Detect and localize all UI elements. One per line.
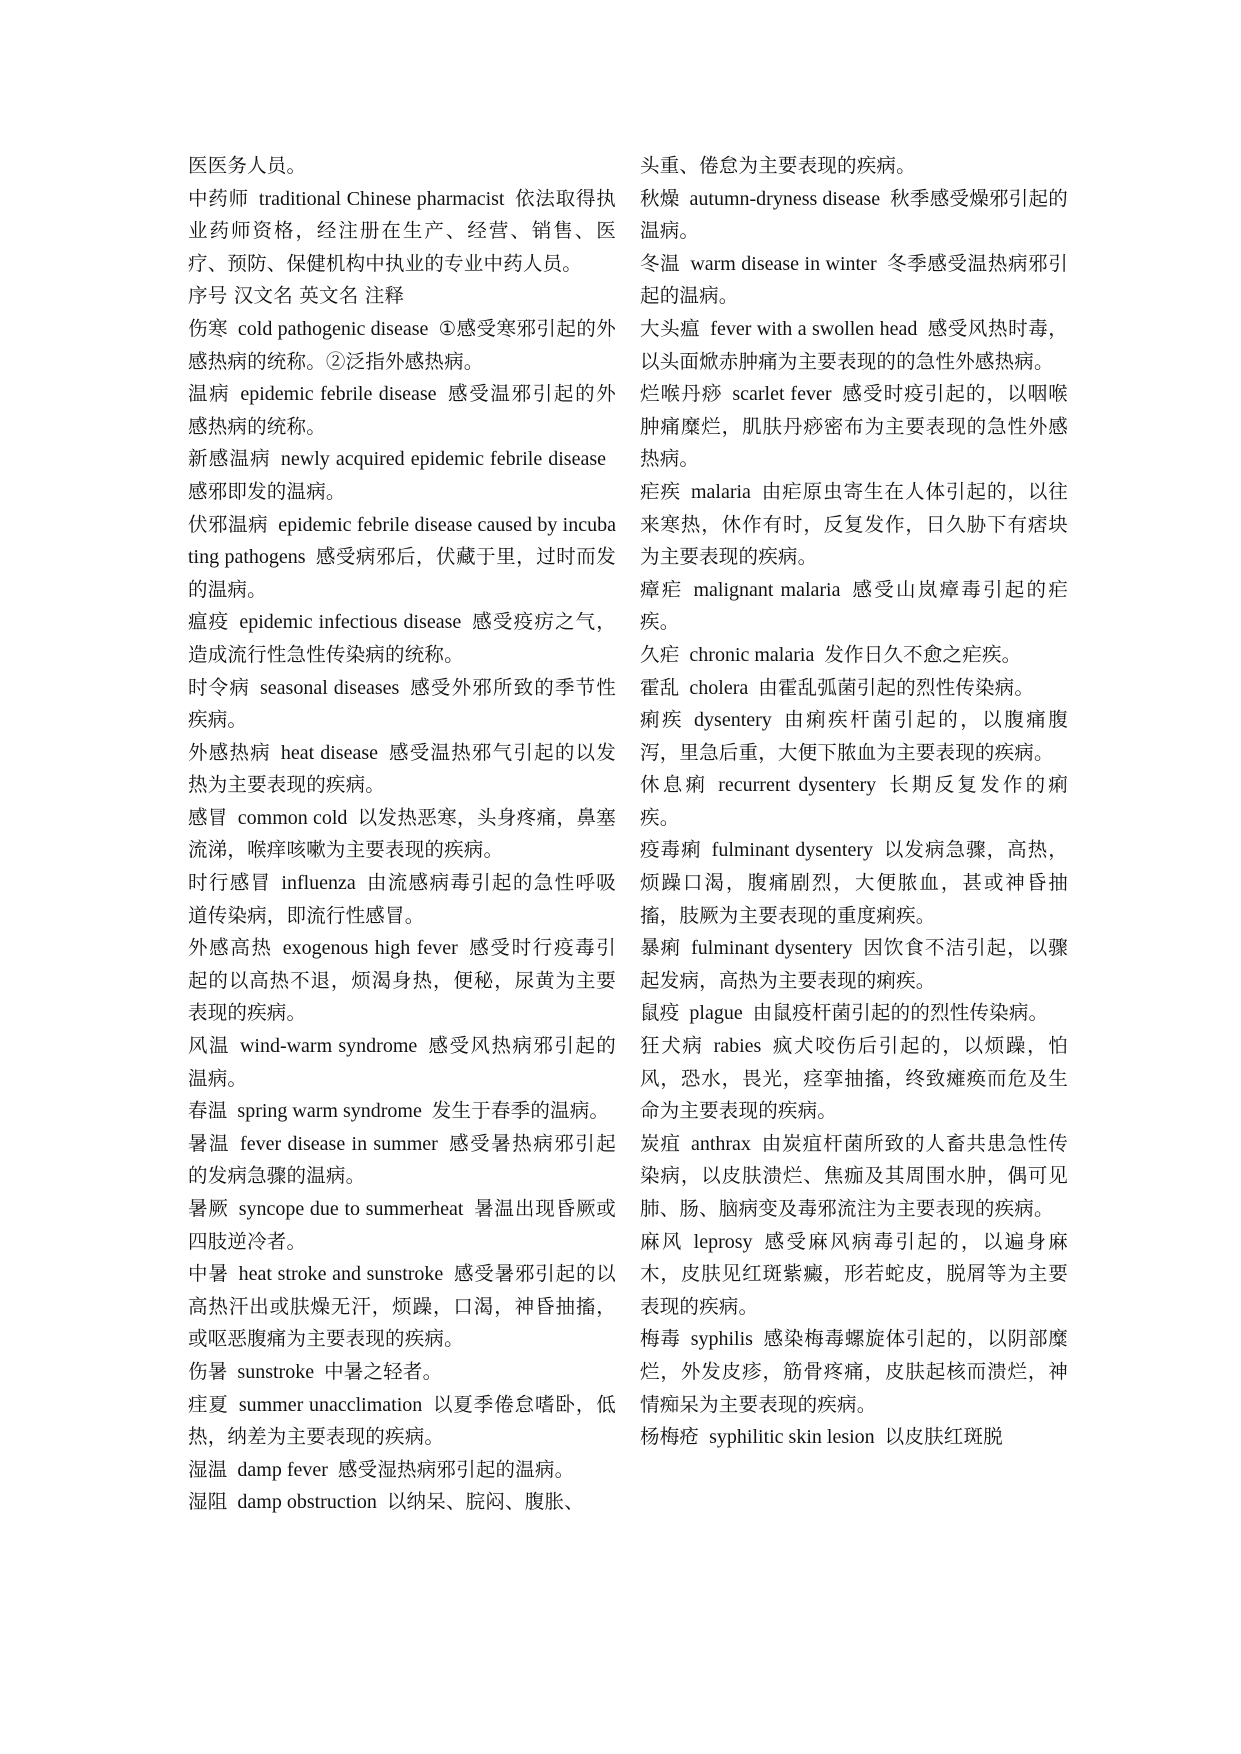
entry-text: 医医务人员。 <box>188 154 307 177</box>
entry-term: 外感高热 <box>188 936 273 960</box>
entry-term: 湿温 <box>188 1457 228 1481</box>
glossary-entry <box>188 443 616 508</box>
entry-term: 温病 <box>188 382 231 406</box>
glossary-entry <box>640 834 1068 932</box>
glossary-entry <box>188 672 616 737</box>
entry-english: dysentery <box>694 709 772 732</box>
glossary-entry <box>188 1128 616 1193</box>
entry-definition: 长期反复发作的痢疾。 <box>640 773 1068 829</box>
entry-definition: 感受山岚瘴毒引起的疟疾。 <box>640 577 1068 634</box>
entry-term: 风温 <box>188 1034 230 1058</box>
entry-definition: 感受暑邪引起的以高热汗出或肤燥无汗，烦躁，口渴，神昏抽搐，或呕恶腹痛为主要表现的疾病。 <box>188 1262 616 1351</box>
entry-english: heat stroke and sunstroke <box>238 1263 444 1286</box>
entry-english: syphilis <box>690 1328 753 1351</box>
entry-definition: 暑温出现昏厥或四肢逆冷者。 <box>188 1197 617 1253</box>
entry-definition: 依法取得执业药师资格，经注册在生产、经营、销售、医疗、预防、保健机构中执业的专业中药人员。 <box>188 186 616 275</box>
glossary-entry <box>188 1356 616 1389</box>
entry-definition: 感受温邪引起的外感热病的统称。 <box>188 382 616 438</box>
glossary-entry <box>188 150 616 183</box>
entry-definition: 疯犬咬伤后引起的，以烦躁，怕风，恐水，畏光，痉挛抽搐，终致瘫痪而危及生命为主要表现的疾病。 <box>640 1034 1068 1123</box>
glossary-entry <box>640 183 1068 248</box>
entry-english: warm disease in winter <box>690 252 877 275</box>
entry-english: heat disease <box>280 741 378 764</box>
glossary-entry <box>188 737 616 802</box>
glossary-entry <box>640 1128 1068 1226</box>
entry-definition: 感受麻风病毒引起的，以遍身麻木，皮肤见红斑紫癜，形若蛇皮，脱屑等为主要表现的疾病。 <box>640 1229 1068 1318</box>
glossary-entry <box>640 313 1068 378</box>
entry-term: 烂喉丹痧 <box>640 382 723 406</box>
glossary-entry <box>640 932 1068 997</box>
entry-definition: 以发病急骤，高热，烦躁口渴，腹痛剧烈，大便脓血，甚或神昏抽搐，肢厥为主要表现的重度痢疾。 <box>640 838 1068 927</box>
entry-term: 新感温病 <box>188 447 271 471</box>
entry-term: 时令病 <box>188 675 251 699</box>
entry-english: autumn-dryness disease <box>689 187 881 210</box>
entry-definition: 中暑之轻者。 <box>324 1359 443 1383</box>
glossary-entry <box>640 1421 1068 1454</box>
entry-definition: 由鼠疫杆菌引起的的烈性传染病。 <box>752 1001 1049 1025</box>
glossary-entry <box>188 1030 616 1095</box>
entry-english: wind-warm syndrome <box>239 1035 418 1058</box>
entry-english: damp fever <box>237 1458 328 1481</box>
entry-definition: ①感受寒邪引起的外感热病的统称。②泛指外感热病。 <box>188 316 616 373</box>
left-column <box>188 150 616 1519</box>
entry-definition: 感受外邪所致的季节性疾病。 <box>188 675 616 732</box>
entry-term: 瘴疟 <box>640 577 684 601</box>
entry-english: spring warm syndrome <box>237 1100 422 1123</box>
entry-term: 休息痢 <box>640 773 709 797</box>
entry-term: 外感热病 <box>188 740 271 764</box>
entry-definition: 由痢疾杆菌引起的，以腹痛腹泻，里急后重，大便下脓血为主要表现的疾病。 <box>640 708 1068 764</box>
entry-english: epidemic infectious disease <box>239 611 462 634</box>
entry-english: fever with a swollen head <box>710 317 918 340</box>
entry-term: 疟疾 <box>640 479 681 503</box>
glossary-entry <box>640 476 1068 574</box>
entry-english: anthrax <box>690 1132 751 1155</box>
entry-english: cold pathogenic disease <box>237 317 429 340</box>
entry-english: common cold <box>237 806 348 829</box>
glossary-entry <box>188 1095 616 1128</box>
entry-term: 狂犬病 <box>640 1034 704 1058</box>
entry-term: 中药师 <box>188 186 249 210</box>
entry-english: fulminant dysentery <box>711 839 874 862</box>
entry-term: 湿阻 <box>188 1490 228 1514</box>
entry-english: influenza <box>281 872 356 895</box>
entry-definition: 由流感病毒引起的急性呼吸道传染病，即流行性感冒。 <box>188 871 616 927</box>
entry-term: 伏邪温病 <box>188 512 269 536</box>
entry-english: malignant malaria <box>693 578 841 601</box>
glossary-entry <box>188 1486 616 1519</box>
entry-definition: 由炭疽杆菌所致的人畜共患急性传染病，以皮肤溃烂、焦痂及其周围水肿，偶可见肺、肠、脑病变及毒邪流注为主要表现的疾病。 <box>640 1131 1068 1220</box>
glossary-entry <box>640 574 1068 639</box>
glossary-entry <box>640 672 1068 705</box>
entry-english: fulminant dysentery <box>691 937 853 960</box>
glossary-entry <box>188 867 616 932</box>
entry-term: 麻风 <box>640 1229 684 1253</box>
glossary-entry <box>188 378 616 443</box>
entry-english: summer unacclimation <box>238 1393 423 1416</box>
entry-definition: 感受风热时毒，以头面焮赤肿痛为主要表现的的急性外感热病。 <box>640 316 1068 373</box>
glossary-entry <box>640 1226 1068 1324</box>
entry-definition: 以皮肤红斑脱 <box>884 1425 1003 1449</box>
entry-definition: 感受湿热病邪引起的温病。 <box>337 1457 575 1481</box>
glossary-entry <box>188 509 616 607</box>
entry-definition: 发作日久不愈之疟疾。 <box>824 642 1022 666</box>
glossary-entry <box>188 313 616 378</box>
entry-english: sunstroke <box>237 1360 315 1383</box>
entry-english: epidemic febrile disease <box>240 383 437 406</box>
entry-term: 暑厥 <box>188 1197 229 1220</box>
entry-definition: 感染梅毒螺旋体引起的，以阴部糜烂，外发皮疹，筋骨疼痛，皮肤起核而溃烂，神情痴呆为主要表现的疾病。 <box>640 1327 1068 1416</box>
entry-definition: 以发热恶寒，头身疼痛，鼻塞流涕，喉痒咳嗽为主要表现的疾病。 <box>188 805 616 862</box>
entry-english: scarlet fever <box>732 383 832 406</box>
entry-definition: 因饮食不洁引起，以骤起发病，高热为主要表现的痢疾。 <box>640 936 1068 992</box>
entry-text: 序号 汉文名 英文名 注释 <box>188 284 405 308</box>
entry-term: 霍乱 <box>640 675 680 699</box>
right-column <box>640 150 1068 1454</box>
entry-definition: 由霍乱弧菌引起的烈性传染病。 <box>758 675 1035 699</box>
entry-term: 大头瘟 <box>640 316 701 340</box>
entry-english: syphilitic skin lesion <box>709 1426 875 1449</box>
entry-definition: 感邪即发的温病。 <box>188 479 346 503</box>
entry-english: traditional Chinese pharmacist <box>258 187 505 210</box>
entry-term: 疰夏 <box>188 1392 229 1416</box>
glossary-entry <box>188 280 616 313</box>
entry-term: 春温 <box>188 1099 228 1123</box>
entry-english: recurrent dysentery <box>718 774 877 797</box>
entry-term: 冬温 <box>640 251 681 275</box>
glossary-entry <box>640 378 1068 476</box>
entry-definition: 感受病邪后，伏藏于里，过时而发的温病。 <box>188 545 616 601</box>
entry-english: syncope due to summerheat <box>238 1198 464 1220</box>
glossary-entry <box>188 183 616 281</box>
glossary-entry <box>640 1030 1068 1128</box>
entry-definition: 以夏季倦怠嗜卧，低热，纳差为主要表现的疾病。 <box>188 1392 616 1449</box>
glossary-entry <box>188 606 616 671</box>
entry-term: 秋燥 <box>640 186 680 210</box>
glossary-entry <box>640 997 1068 1030</box>
glossary-entry <box>640 150 1068 183</box>
entry-english: damp obstruction <box>237 1491 377 1514</box>
entry-definition: 感受暑热病邪引起的发病急骤的温病。 <box>188 1131 616 1188</box>
entry-term: 暴痢 <box>640 936 682 960</box>
entry-definition: 冬季感受温热病邪引起的温病。 <box>640 251 1068 308</box>
entry-english: leprosy <box>693 1230 753 1253</box>
entry-english: chronic malaria <box>689 643 815 666</box>
entry-term: 中暑 <box>188 1262 229 1286</box>
entry-english: plague <box>689 1002 743 1025</box>
entry-english: epidemic febrile disease caused by incubating pathogens <box>188 513 616 569</box>
entry-term: 久疟 <box>640 642 680 666</box>
entry-english: newly acquired epidemic febrile disease <box>280 448 606 471</box>
entry-term: 瘟疫 <box>188 610 230 634</box>
entry-term: 梅毒 <box>640 1327 681 1351</box>
entry-definition: 感受疫疠之气，造成流行性急性传染病的统称。 <box>188 610 617 666</box>
glossary-entry <box>188 932 616 1030</box>
entry-definition: 以纳呆、脘闷、腹胀、 <box>386 1490 584 1514</box>
glossary-entry <box>640 639 1068 672</box>
entry-english: cholera <box>689 676 749 699</box>
entry-text: 头重、倦怠为主要表现的疾病。 <box>640 154 916 177</box>
entry-english: rabies <box>713 1035 762 1058</box>
entry-definition: 感受风热病邪引起的温病。 <box>188 1034 616 1090</box>
glossary-entry <box>640 769 1068 834</box>
glossary-entry <box>188 1389 616 1454</box>
entry-english: seasonal diseases <box>260 676 400 699</box>
entry-term: 炭疽 <box>640 1131 681 1155</box>
glossary-entry <box>188 1193 616 1258</box>
entry-definition: 感受温热邪气引起的以发热为主要表现的疾病。 <box>188 740 616 797</box>
entry-definition: 秋季感受燥邪引起的温病。 <box>640 186 1068 243</box>
entry-term: 杨梅疮 <box>640 1425 700 1449</box>
entry-term: 鼠疫 <box>640 1001 680 1025</box>
glossary-entry <box>640 704 1068 769</box>
entry-english: fever disease in summer <box>240 1132 438 1155</box>
entry-term: 痢疾 <box>640 708 685 732</box>
entry-term: 时行感冒 <box>188 871 272 895</box>
glossary-entry <box>640 1323 1068 1421</box>
glossary-entry <box>188 802 616 867</box>
entry-english: malaria <box>690 480 751 503</box>
entry-definition: 由疟原虫寄生在人体引起的，以往来寒热，休作有时，反复发作，日久胁下有痞块为主要表现的疾病。 <box>640 479 1068 569</box>
entry-term: 疫毒痢 <box>640 838 702 862</box>
entry-term: 感冒 <box>188 805 228 829</box>
entry-term: 伤寒 <box>188 316 228 340</box>
entry-term: 伤暑 <box>188 1359 228 1383</box>
glossary-entry <box>188 1454 616 1487</box>
entry-term: 暑温 <box>188 1131 231 1155</box>
entry-english: exogenous high fever <box>282 937 458 960</box>
glossary-entry <box>188 1258 616 1356</box>
entry-definition: 感受时疫引起的，以咽喉肿痛糜烂，肌肤丹痧密布为主要表现的急性外感热病。 <box>640 382 1068 471</box>
entry-definition: 感受时行疫毒引起的以高热不退，烦渴身热，便秘，尿黄为主要表现的疾病。 <box>188 936 616 1025</box>
entry-definition: 发生于春季的温病。 <box>431 1099 610 1123</box>
glossary-entry <box>640 248 1068 313</box>
